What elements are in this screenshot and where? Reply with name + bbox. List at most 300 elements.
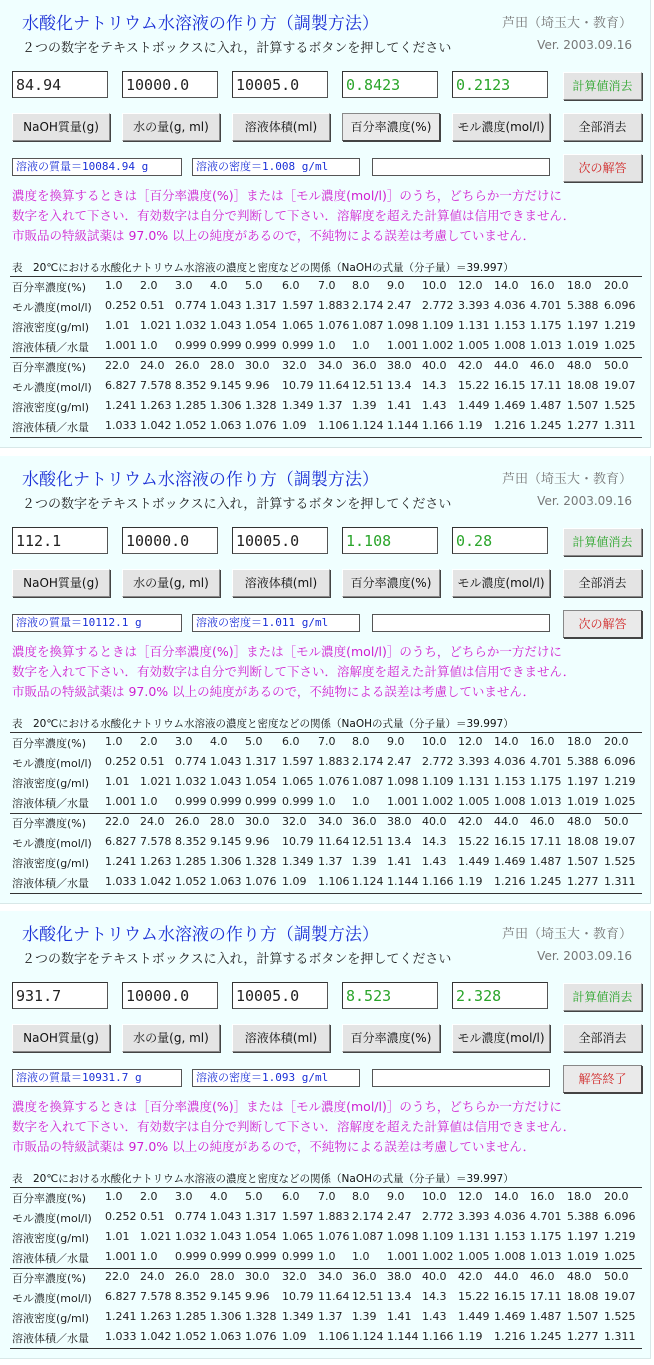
table-cell: 1.131 — [458, 775, 490, 788]
table-cell: 1.0 — [352, 339, 370, 352]
water-amount-input[interactable]: 10000.0 — [122, 527, 218, 554]
solution-density-result: 溶液の密度＝1.008 g/ml — [192, 158, 360, 176]
table-cell: 42.0 — [458, 815, 483, 828]
table-cell: 5.388 — [567, 755, 599, 768]
table-cell: 16.0 — [530, 279, 555, 292]
table-cell: 1.507 — [567, 1310, 599, 1323]
table-cell: 1.883 — [318, 755, 350, 768]
clear-calc-button[interactable]: 計算値消去 — [563, 72, 642, 100]
version-label: Ver. 2003.09.16 — [537, 494, 632, 508]
table-cell: 0.51 — [140, 1210, 165, 1223]
next-answer-button[interactable]: 解答終了 — [563, 1065, 642, 1093]
percent-conc-input[interactable]: 8.523 — [342, 982, 438, 1009]
table-cell: 1.43 — [422, 855, 447, 868]
extra-result-field — [372, 158, 550, 176]
table-cell: 1.328 — [245, 1310, 277, 1323]
table-cell: 30.0 — [245, 815, 270, 828]
next-answer-button[interactable]: 次の解答 — [563, 154, 642, 182]
table-cell: 1.001 — [105, 795, 137, 808]
table-cell: 1.328 — [245, 855, 277, 868]
clear-calc-button[interactable]: 計算値消去 — [563, 983, 642, 1011]
row-label: モル濃度(mol/l) — [12, 1212, 92, 1225]
table-cell: 1.39 — [352, 855, 377, 868]
table-cell: 1.0 — [105, 1190, 123, 1203]
extra-result-field — [372, 1069, 550, 1087]
table-cell: 15.22 — [458, 835, 490, 848]
note-line: 濃度を換算するときは［百分率濃度(%)］または［モル濃度(mol/l)］のうち，どちらか一方だけに — [12, 1099, 562, 1114]
table-cell: 38.0 — [387, 1270, 412, 1283]
table-cell: 1.216 — [494, 419, 526, 432]
table-cell: 36.0 — [352, 1270, 377, 1283]
table-cell: 6.827 — [105, 1290, 137, 1303]
table-cell: 4.701 — [530, 755, 562, 768]
table-cell: 1.042 — [140, 419, 172, 432]
table-cell: 14.0 — [494, 1190, 519, 1203]
table-cell: 7.0 — [318, 279, 336, 292]
table-cell: 1.005 — [458, 795, 490, 808]
table-cell: 9.96 — [245, 1290, 270, 1303]
table-cell: 4.036 — [494, 299, 526, 312]
table-cell: 1.306 — [210, 399, 242, 412]
note-text — [12, 642, 642, 702]
table-cell: 0.999 — [245, 795, 277, 808]
percent-conc-button[interactable]: 百分率濃度(%) — [342, 1024, 440, 1052]
table-cell: 9.145 — [210, 835, 242, 848]
table-cell: 1.032 — [175, 319, 207, 332]
table-cell: 4.701 — [530, 299, 562, 312]
table-cell: 18.08 — [567, 379, 599, 392]
note-text — [12, 1097, 642, 1157]
instruction-text: ２つの数字をテキストボックスに入れ，計算するボタンを押してください — [22, 41, 452, 56]
note-line: 数字を入れて下さい．有効数字は自分で判断して下さい．溶解度を超えた計算値は信用できません． — [12, 664, 576, 679]
table-cell: 10.79 — [282, 379, 314, 392]
table-cell: 1.449 — [458, 1310, 490, 1323]
table-cell: 12.51 — [352, 1290, 384, 1303]
table-cell: 1.01 — [105, 775, 130, 788]
table-cell: 1.076 — [245, 875, 277, 888]
row-label: モル濃度(mol/l) — [12, 837, 92, 850]
table-cell: 2.174 — [352, 1210, 384, 1223]
table-caption: 表 20℃における水酸化ナトリウム水溶液の濃度と密度などの関係（NaOHの式量（分子量）＝39.997） — [12, 718, 514, 730]
row-label: 百分率濃度(%) — [12, 361, 87, 374]
molar-conc-input[interactable]: 2.328 — [452, 982, 548, 1009]
clear-all-button[interactable]: 全部消去 — [563, 1024, 642, 1052]
percent-conc-button[interactable]: 百分率濃度(%) — [342, 113, 440, 141]
table-cell: 1.175 — [530, 319, 562, 332]
table-cell: 1.025 — [604, 339, 636, 352]
table-cell: 1.043 — [210, 299, 242, 312]
table-cell: 18.0 — [567, 735, 592, 748]
table-cell: 1.41 — [387, 399, 412, 412]
solution-volume-input[interactable]: 10005.0 — [232, 71, 328, 98]
water-amount-button[interactable]: 水の量(g, ml) — [122, 113, 220, 141]
table-cell: 1.042 — [140, 875, 172, 888]
row-label: 溶液密度(g/ml) — [12, 1312, 90, 1325]
table-cell: 32.0 — [282, 359, 307, 372]
version-label: Ver. 2003.09.16 — [537, 949, 632, 963]
table-cell: 4.036 — [494, 755, 526, 768]
table-cell: 1.087 — [352, 1230, 384, 1243]
table-divider — [10, 357, 642, 358]
table-cell: 1.19 — [458, 875, 483, 888]
table-cell: 6.0 — [282, 735, 300, 748]
percent-conc-input[interactable]: 1.108 — [342, 527, 438, 554]
table-cell: 1.43 — [422, 399, 447, 412]
table-cell: 22.0 — [105, 359, 130, 372]
table-cell: 1.063 — [210, 1330, 242, 1343]
table-cell: 9.0 — [387, 1190, 405, 1203]
table-cell: 1.109 — [422, 319, 454, 332]
naoh-mass-input[interactable]: 84.94 — [12, 71, 108, 98]
table-cell: 5.0 — [245, 279, 263, 292]
table-cell: 1.144 — [387, 875, 419, 888]
table-cell: 50.0 — [604, 815, 629, 828]
table-cell: 1.166 — [422, 419, 454, 432]
table-cell: 0.999 — [210, 795, 242, 808]
solution-mass-result: 溶液の質量＝10084.94 g — [12, 158, 182, 176]
row-label: 百分率濃度(%) — [12, 1272, 87, 1285]
table-cell: 3.393 — [458, 755, 490, 768]
table-cell: 6.096 — [604, 755, 636, 768]
naoh-mass-input[interactable]: 112.1 — [12, 527, 108, 554]
table-cell: 1.01 — [105, 319, 130, 332]
table-cell: 1.124 — [352, 419, 384, 432]
table-cell: 24.0 — [140, 1270, 165, 1283]
note-line: 数字を入れて下さい．有効数字は自分で判断して下さい．溶解度を超えた計算値は信用できません． — [12, 208, 576, 223]
water-amount-button[interactable]: 水の量(g, ml) — [122, 569, 220, 597]
note-line: 濃度を換算するときは［百分率濃度(%)］または［モル濃度(mol/l)］のうち，どちらか一方だけに — [12, 644, 562, 659]
table-cell: 1.263 — [140, 855, 172, 868]
table-cell: 11.64 — [318, 835, 350, 848]
table-caption: 表 20℃における水酸化ナトリウム水溶液の濃度と密度などの関係（NaOHの式量（分子量）＝39.997） — [12, 262, 514, 274]
table-cell: 32.0 — [282, 815, 307, 828]
table-cell: 1.197 — [567, 319, 599, 332]
table-cell: 1.328 — [245, 399, 277, 412]
table-cell: 1.277 — [567, 419, 599, 432]
table-cell: 1.311 — [604, 419, 636, 432]
table-cell: 0.999 — [245, 1250, 277, 1263]
table-cell: 1.306 — [210, 855, 242, 868]
table-cell: 1.043 — [210, 755, 242, 768]
water-amount-input[interactable]: 10000.0 — [122, 982, 218, 1009]
table-cell: 44.0 — [494, 815, 519, 828]
table-cell: 16.0 — [530, 735, 555, 748]
table-cell: 1.285 — [175, 855, 207, 868]
table-divider — [10, 732, 642, 733]
naoh-mass-button[interactable]: NaOH質量(g) — [12, 569, 110, 597]
molar-conc-button[interactable]: モル濃度(mol/l) — [452, 1024, 550, 1052]
table-cell: 1.277 — [567, 1330, 599, 1343]
row-label: モル濃度(mol/l) — [12, 301, 92, 314]
table-cell: 1.033 — [105, 419, 137, 432]
table-cell: 1.106 — [318, 419, 350, 432]
table-cell: 19.07 — [604, 1290, 636, 1303]
table-cell: 6.827 — [105, 379, 137, 392]
table-cell: 4.036 — [494, 1210, 526, 1223]
table-cell: 28.0 — [210, 1270, 235, 1283]
clear-calc-button[interactable]: 計算値消去 — [563, 528, 642, 556]
table-cell: 22.0 — [105, 1270, 130, 1283]
table-cell: 17.11 — [530, 1290, 562, 1303]
table-cell: 1.245 — [530, 1330, 562, 1343]
table-caption: 表 20℃における水酸化ナトリウム水溶液の濃度と密度などの関係（NaOHの式量（分子量）＝39.997） — [12, 1173, 514, 1185]
table-cell: 2.0 — [140, 735, 158, 748]
table-divider — [10, 893, 642, 894]
table-cell: 1.09 — [282, 875, 307, 888]
solution-volume-button[interactable]: 溶液体積(ml) — [232, 113, 330, 141]
table-cell: 1.076 — [318, 1230, 350, 1243]
table-cell: 17.11 — [530, 379, 562, 392]
table-cell: 14.0 — [494, 735, 519, 748]
table-cell: 1.033 — [105, 875, 137, 888]
table-cell: 11.64 — [318, 379, 350, 392]
table-cell: 1.054 — [245, 1230, 277, 1243]
table-cell: 1.043 — [210, 319, 242, 332]
table-cell: 40.0 — [422, 815, 447, 828]
table-cell: 48.0 — [567, 815, 592, 828]
solution-volume-button[interactable]: 溶液体積(ml) — [232, 569, 330, 597]
molar-conc-input[interactable]: 0.2123 — [452, 71, 548, 98]
table-cell: 1.285 — [175, 1310, 207, 1323]
table-cell: 5.0 — [245, 1190, 263, 1203]
naoh-mass-input[interactable]: 931.7 — [12, 982, 108, 1009]
table-cell: 1.349 — [282, 855, 314, 868]
app-title: 水酸化ナトリウム水溶液の作り方（調製方法） — [22, 925, 379, 945]
table-cell: 2.0 — [140, 1190, 158, 1203]
table-cell: 7.0 — [318, 1190, 336, 1203]
table-cell: 12.0 — [458, 279, 483, 292]
table-cell: 7.578 — [140, 835, 172, 848]
table-cell: 6.827 — [105, 835, 137, 848]
table-divider — [10, 276, 642, 277]
table-cell: 9.145 — [210, 1290, 242, 1303]
table-cell: 1.065 — [282, 1230, 314, 1243]
row-label: 溶液体積／水量 — [12, 877, 89, 890]
molar-conc-button[interactable]: モル濃度(mol/l) — [452, 113, 550, 141]
table-cell: 19.07 — [604, 379, 636, 392]
solution-volume-button[interactable]: 溶液体積(ml) — [232, 1024, 330, 1052]
naoh-mass-button[interactable]: NaOH質量(g) — [12, 113, 110, 141]
table-cell: 30.0 — [245, 359, 270, 372]
table-cell: 1.37 — [318, 855, 343, 868]
table-cell: 38.0 — [387, 815, 412, 828]
table-cell: 15.22 — [458, 1290, 490, 1303]
table-cell: 1.37 — [318, 1310, 343, 1323]
table-cell: 1.005 — [458, 339, 490, 352]
instruction-text: ２つの数字をテキストボックスに入れ，計算するボタンを押してください — [22, 497, 452, 512]
table-cell: 50.0 — [604, 359, 629, 372]
table-cell: 14.3 — [422, 835, 447, 848]
table-cell: 12.0 — [458, 735, 483, 748]
table-cell: 1.43 — [422, 1310, 447, 1323]
table-cell: 5.0 — [245, 735, 263, 748]
water-amount-input[interactable]: 10000.0 — [122, 71, 218, 98]
table-cell: 46.0 — [530, 815, 555, 828]
table-cell: 1.507 — [567, 855, 599, 868]
table-cell: 1.098 — [387, 1230, 419, 1243]
table-cell: 40.0 — [422, 1270, 447, 1283]
percent-conc-input[interactable]: 0.8423 — [342, 71, 438, 98]
table-cell: 1.013 — [530, 339, 562, 352]
table-cell: 9.96 — [245, 379, 270, 392]
table-cell: 1.001 — [387, 1250, 419, 1263]
table-cell: 46.0 — [530, 359, 555, 372]
table-cell: 1.166 — [422, 1330, 454, 1343]
table-cell: 5.388 — [567, 1210, 599, 1223]
row-label: 百分率濃度(%) — [12, 281, 87, 294]
table-divider — [10, 1348, 642, 1349]
table-cell: 34.0 — [318, 359, 343, 372]
table-cell: 1.021 — [140, 775, 172, 788]
clear-all-button[interactable]: 全部消去 — [563, 113, 642, 141]
table-cell: 1.197 — [567, 775, 599, 788]
table-cell: 2.772 — [422, 1210, 454, 1223]
clear-all-button[interactable]: 全部消去 — [563, 569, 642, 597]
table-cell: 1.39 — [352, 399, 377, 412]
table-cell: 14.3 — [422, 1290, 447, 1303]
table-cell: 12.51 — [352, 835, 384, 848]
table-cell: 1.241 — [105, 399, 137, 412]
percent-conc-button[interactable]: 百分率濃度(%) — [342, 569, 440, 597]
table-divider — [10, 813, 642, 814]
calculator-panel — [0, 456, 651, 904]
table-cell: 1.021 — [140, 319, 172, 332]
table-cell: 1.39 — [352, 1310, 377, 1323]
naoh-mass-button[interactable]: NaOH質量(g) — [12, 1024, 110, 1052]
row-label: 百分率濃度(%) — [12, 737, 87, 750]
table-cell: 42.0 — [458, 359, 483, 372]
table-divider — [10, 1268, 642, 1269]
table-cell: 1.469 — [494, 855, 526, 868]
table-cell: 1.013 — [530, 795, 562, 808]
table-cell: 36.0 — [352, 815, 377, 828]
table-cell: 1.002 — [422, 1250, 454, 1263]
table-cell: 11.64 — [318, 1290, 350, 1303]
app-title: 水酸化ナトリウム水溶液の作り方（調製方法） — [22, 14, 379, 34]
table-cell: 1.487 — [530, 399, 562, 412]
table-cell: 1.054 — [245, 319, 277, 332]
table-cell: 34.0 — [318, 1270, 343, 1283]
table-cell: 1.124 — [352, 1330, 384, 1343]
next-answer-button[interactable]: 次の解答 — [563, 610, 642, 638]
molar-conc-button[interactable]: モル濃度(mol/l) — [452, 569, 550, 597]
table-cell: 8.352 — [175, 1290, 207, 1303]
table-cell: 17.11 — [530, 835, 562, 848]
table-cell: 0.999 — [245, 339, 277, 352]
table-cell: 15.22 — [458, 379, 490, 392]
table-cell: 18.08 — [567, 835, 599, 848]
table-cell: 1.001 — [387, 795, 419, 808]
table-cell: 13.4 — [387, 1290, 412, 1303]
table-cell: 0.774 — [175, 755, 207, 768]
table-cell: 1.052 — [175, 419, 207, 432]
table-cell: 1.065 — [282, 775, 314, 788]
water-amount-button[interactable]: 水の量(g, ml) — [122, 1024, 220, 1052]
table-cell: 12.0 — [458, 1190, 483, 1203]
table-cell: 1.597 — [282, 1210, 314, 1223]
table-cell: 8.0 — [352, 279, 370, 292]
table-cell: 10.0 — [422, 1190, 447, 1203]
table-cell: 24.0 — [140, 815, 165, 828]
solution-volume-input[interactable]: 10005.0 — [232, 527, 328, 554]
table-cell: 2.174 — [352, 755, 384, 768]
table-cell: 1.019 — [567, 795, 599, 808]
table-cell: 1.054 — [245, 775, 277, 788]
table-cell: 28.0 — [210, 359, 235, 372]
table-cell: 1.525 — [604, 1310, 636, 1323]
solution-volume-input[interactable]: 10005.0 — [232, 982, 328, 1009]
table-cell: 2.47 — [387, 755, 412, 768]
row-label: モル濃度(mol/l) — [12, 381, 92, 394]
table-cell: 1.883 — [318, 1210, 350, 1223]
table-cell: 1.153 — [494, 1230, 526, 1243]
note-line: 市販品の特級試薬は 97.0% 以上の純度があるので，不純物による誤差は考慮していません． — [12, 228, 536, 243]
table-cell: 1.025 — [604, 795, 636, 808]
table-cell: 1.109 — [422, 1230, 454, 1243]
table-cell: 1.245 — [530, 875, 562, 888]
table-cell: 1.002 — [422, 339, 454, 352]
table-cell: 7.578 — [140, 379, 172, 392]
row-label: 溶液密度(g/ml) — [12, 1232, 90, 1245]
table-cell: 1.153 — [494, 319, 526, 332]
table-cell: 16.15 — [494, 835, 526, 848]
table-cell: 10.79 — [282, 1290, 314, 1303]
table-cell: 1.219 — [604, 775, 636, 788]
table-cell: 1.311 — [604, 1330, 636, 1343]
table-cell: 14.0 — [494, 279, 519, 292]
table-cell: 1.0 — [352, 795, 370, 808]
table-cell: 44.0 — [494, 359, 519, 372]
table-cell: 1.883 — [318, 299, 350, 312]
table-cell: 1.306 — [210, 1310, 242, 1323]
table-cell: 1.245 — [530, 419, 562, 432]
table-cell: 1.065 — [282, 319, 314, 332]
table-cell: 1.025 — [604, 1250, 636, 1263]
table-cell: 0.999 — [282, 339, 314, 352]
row-label: 溶液密度(g/ml) — [12, 321, 90, 334]
row-label: 百分率濃度(%) — [12, 1192, 87, 1205]
table-cell: 1.043 — [210, 1210, 242, 1223]
table-cell: 1.043 — [210, 775, 242, 788]
table-cell: 1.317 — [245, 299, 277, 312]
table-cell: 1.487 — [530, 1310, 562, 1323]
table-cell: 0.999 — [175, 1250, 207, 1263]
solution-mass-result: 溶液の質量＝10112.1 g — [12, 614, 182, 632]
table-cell: 2.47 — [387, 1210, 412, 1223]
table-cell: 10.79 — [282, 835, 314, 848]
table-cell: 1.0 — [318, 1250, 336, 1263]
table-cell: 5.388 — [567, 299, 599, 312]
table-cell: 6.0 — [282, 1190, 300, 1203]
table-cell: 1.241 — [105, 855, 137, 868]
table-cell: 1.032 — [175, 1230, 207, 1243]
table-cell: 3.0 — [175, 279, 193, 292]
table-cell: 1.124 — [352, 875, 384, 888]
table-cell: 1.063 — [210, 875, 242, 888]
table-cell: 1.469 — [494, 1310, 526, 1323]
table-cell: 4.0 — [210, 735, 228, 748]
table-cell: 38.0 — [387, 359, 412, 372]
molar-conc-input[interactable]: 0.28 — [452, 527, 548, 554]
table-cell: 40.0 — [422, 359, 447, 372]
table-cell: 2.772 — [422, 299, 454, 312]
table-cell: 1.349 — [282, 1310, 314, 1323]
table-cell: 20.0 — [604, 1190, 629, 1203]
table-cell: 1.597 — [282, 299, 314, 312]
table-cell: 1.076 — [245, 419, 277, 432]
table-cell: 1.219 — [604, 319, 636, 332]
table-cell: 18.08 — [567, 1290, 599, 1303]
